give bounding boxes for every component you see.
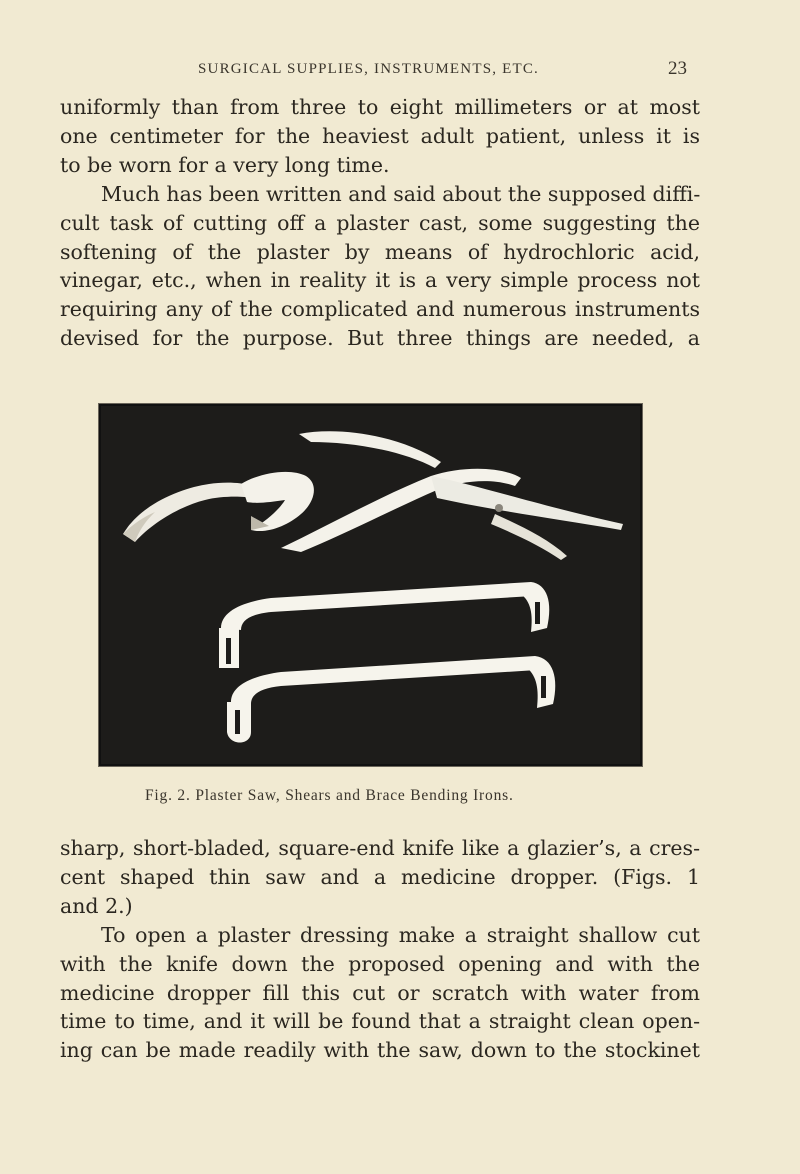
text-line: softening of the plaster by means of hydrochloric acid, xyxy=(60,239,700,264)
iron-lower-slot-right xyxy=(541,676,546,698)
text-line: uniformly than from three to eight millimeters or at most xyxy=(60,95,700,119)
iron-upper-slot-right xyxy=(535,602,540,624)
shears-pivot xyxy=(495,504,503,512)
photo-background xyxy=(101,406,640,764)
running-head: SURGICAL SUPPLIES, INSTRUMENTS, ETC. xyxy=(198,61,540,77)
text-line: cult task of cutting off a plaster cast, some suggesting the xyxy=(60,210,700,235)
text-line: with the knife down the proposed opening and with the xyxy=(60,951,700,976)
text-line: and 2.) xyxy=(60,893,133,918)
text-line: one centimeter for the heaviest adult patient, unless it is xyxy=(60,123,700,148)
text-line: To open a plaster dressing make a straight shallow cut xyxy=(101,922,700,947)
text-line: ing can be made readily with the saw, down to the stockinet xyxy=(60,1038,700,1063)
iron-lower-slot xyxy=(235,710,240,734)
text-line: cent shaped thin saw and a medicine dropper. (Figs. 1 xyxy=(60,864,700,889)
paragraph-bottom xyxy=(60,834,700,1065)
iron-upper-slot xyxy=(226,638,231,664)
text-line: vinegar, etc., when in reality it is a very simple process not xyxy=(60,268,700,293)
text-line: sharp, short-bladed, square-end knife like a glazier’s, a cres- xyxy=(60,836,700,860)
instruments-illustration xyxy=(101,406,640,764)
figure-caption-text: Fig. 2. Plaster Saw, Shears and Brace Bending Irons. xyxy=(145,787,514,804)
text-line: medicine dropper fill this cut or scratch with water from xyxy=(60,980,700,1005)
text-line: requiring any of the complicated and numerous instruments xyxy=(60,297,700,322)
paragraph-top xyxy=(60,93,700,353)
text-line: devised for the purpose. But three things are needed, a xyxy=(60,326,700,351)
page-number: 23 xyxy=(668,58,687,79)
text-line: time to time, and it will be found that a straight clean open- xyxy=(60,1009,700,1034)
figure-instruments-photo xyxy=(99,404,642,766)
text-line: Much has been written and said about the supposed diffi- xyxy=(101,181,701,206)
text-line: to be worn for a very long time. xyxy=(60,152,390,177)
figure-caption xyxy=(145,787,514,805)
